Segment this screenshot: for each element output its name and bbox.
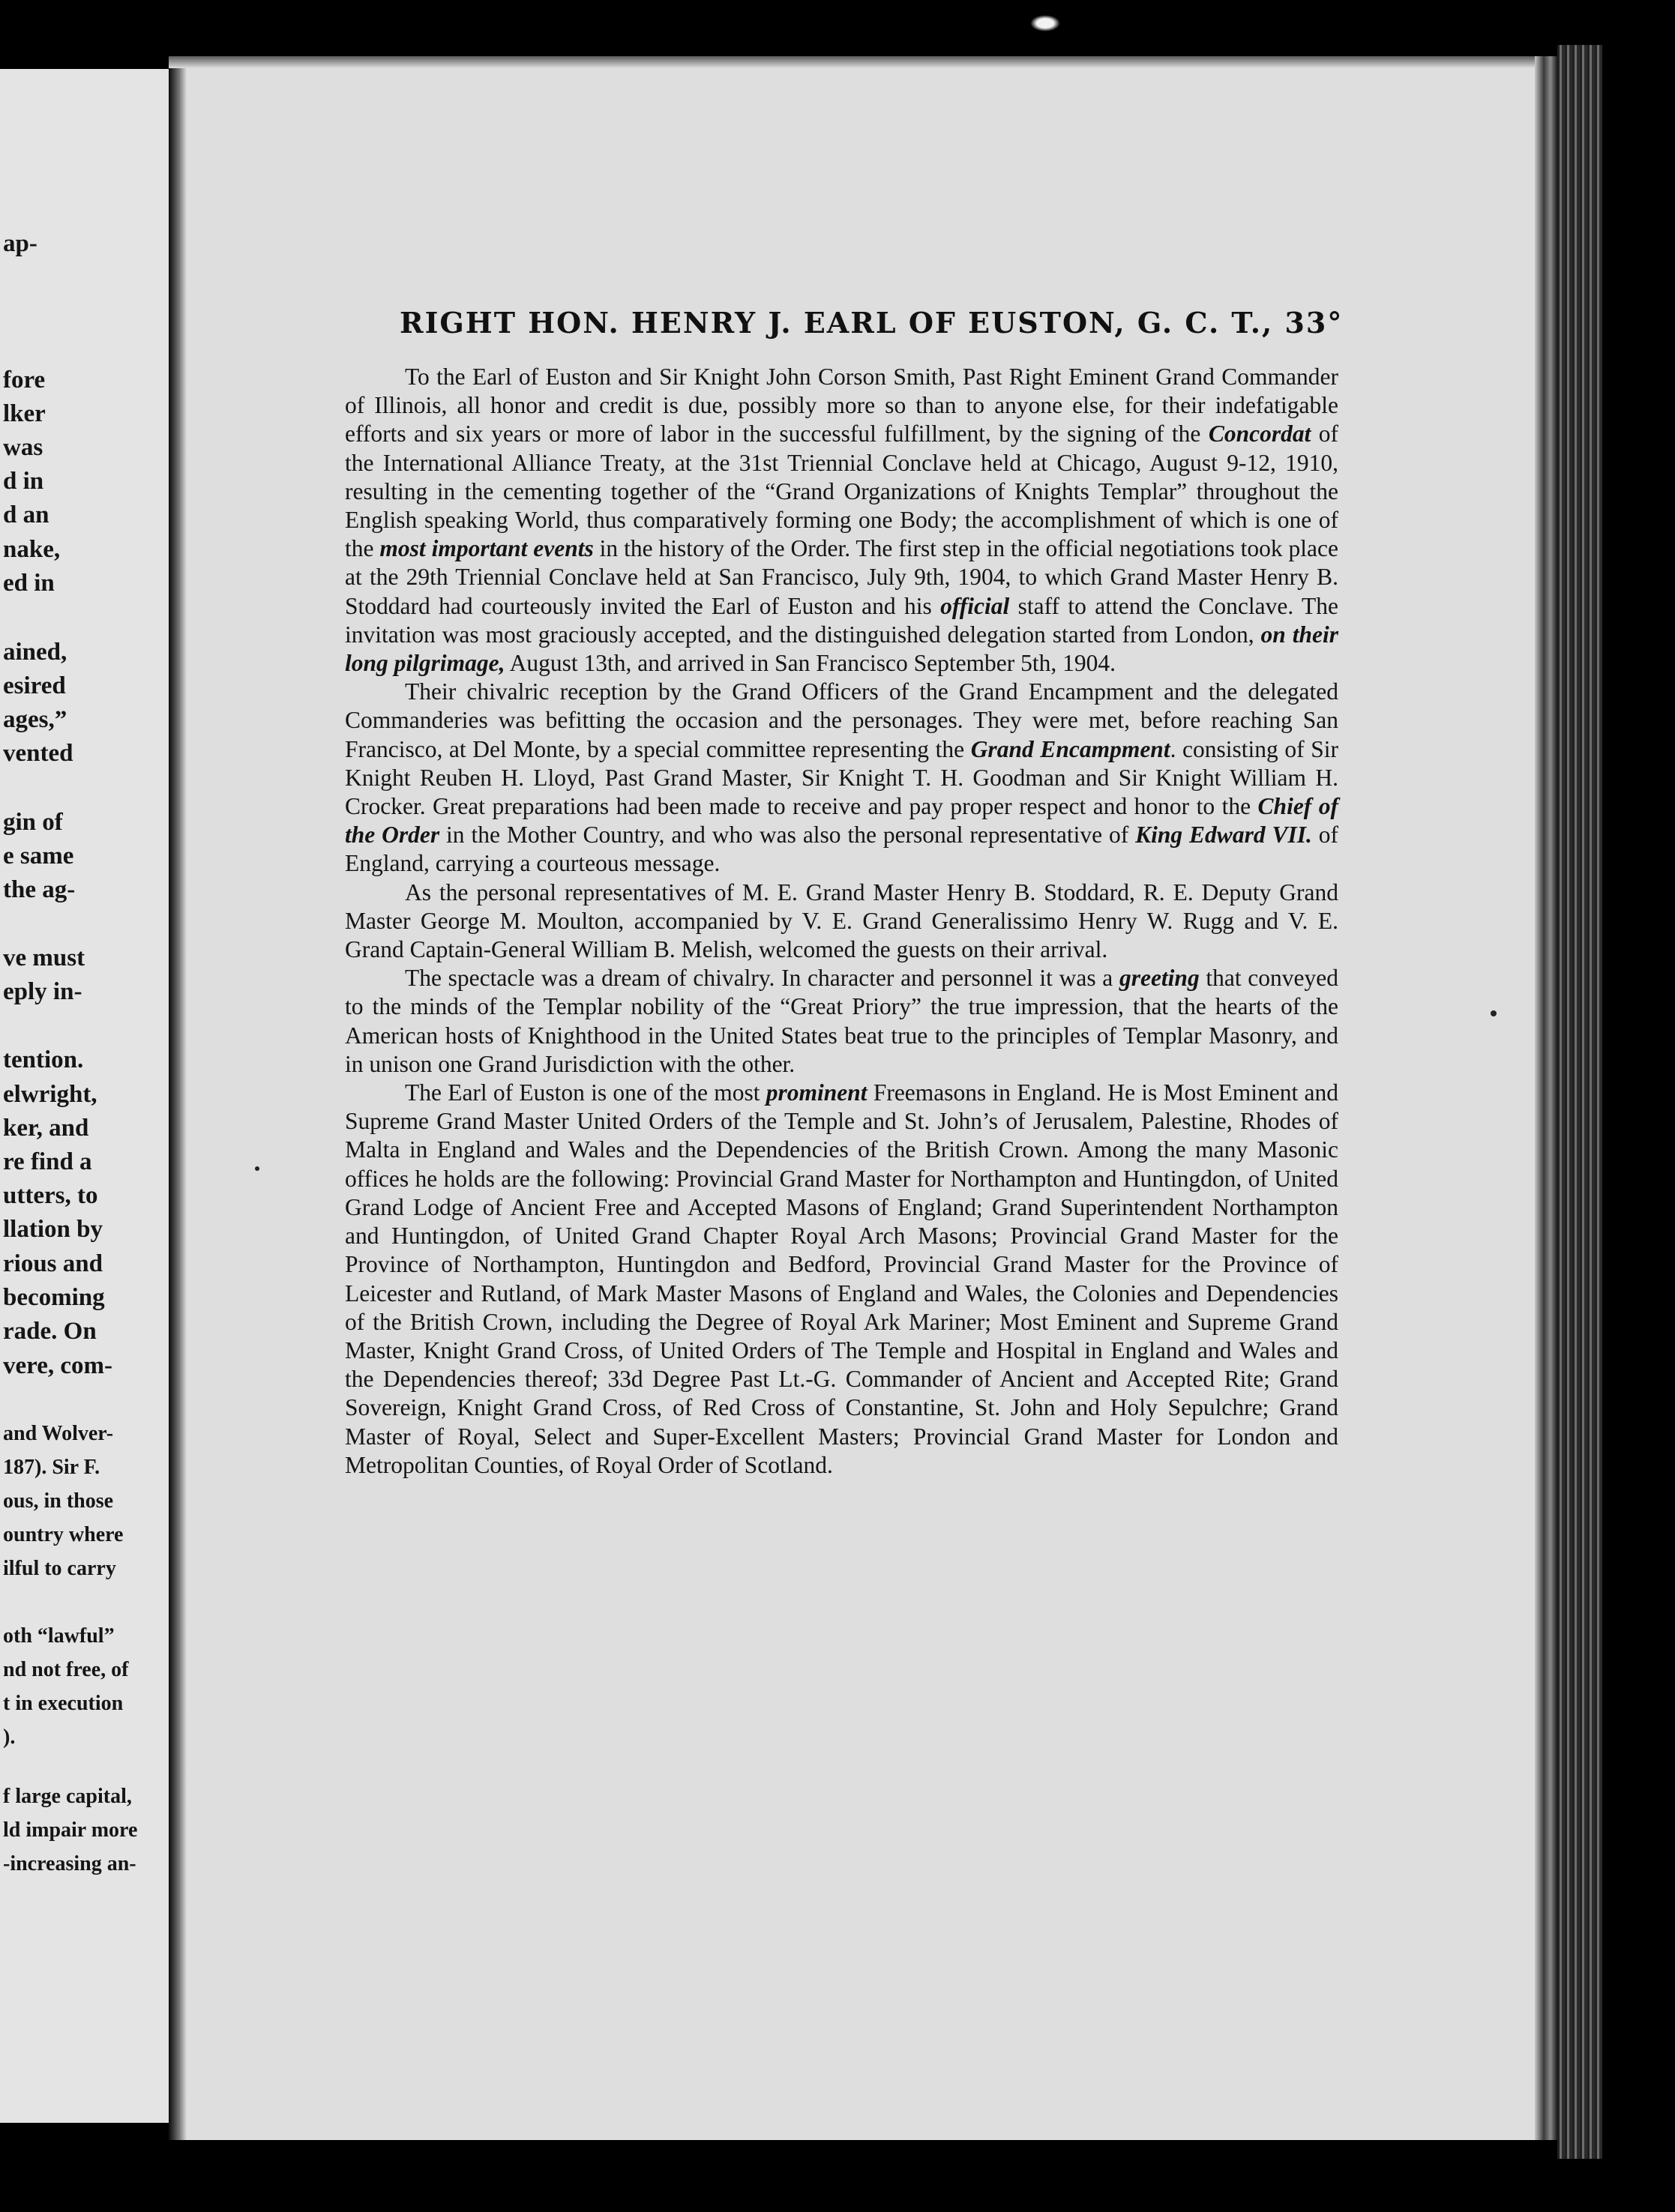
previous-page-line: ld impair more <box>3 1818 138 1842</box>
book-edge <box>1557 45 1602 2159</box>
emphasis-text: greeting <box>1119 965 1200 992</box>
previous-page-line: was <box>3 434 43 461</box>
previous-page-line: fore <box>3 367 46 394</box>
previous-page-line: llation by <box>3 1216 103 1243</box>
article-body <box>345 363 1338 1480</box>
emphasis-text: most important events <box>379 535 594 562</box>
paragraph-text: Freemasons in England. He is Most Eminent and Supreme Grand Master United Orders of the Temple and St. John’s of Jerusalem, Palestine, Rhodes of Malta in England and Wales and the Dependencies of the British Crown. Among the many Masonic offices he holds are the following: Provincial Grand Master for Northampton and Huntingdon, of United Grand Lodge of Ancient Free and Accepted Masons of England; Grand Superintendent Northampton and Huntingdon, of United Grand Chapter Royal Arch Masons; Provincial Grand Master for the Province of Northampton, Huntingdon and Bedford, Provincial Grand Master for the Province of Leicester and Rutland, of Mark Master Masons of England and Wales, the Colonies and Dependencies of the British Crown, including the Degree of Royal Ark Mariner; Most Eminent and Supreme Grand Master, Knight Grand Cross, of United Orders of The Temple and Hospital in England and Wales and the Dependencies thereof; 33d Degree Past Lt.-G. Commander of Ancient and Accepted Rite; Grand Sovereign, Knight Grand Cross, of Red Cross of Constantine, St. John and Holy Sepulchre; Grand Master of Royal, Select and Super-Excellent Masters; Provincial Grand Master for London and Metropolitan Counties, of Royal Order of Scotland. <box>345 1079 1339 1478</box>
paragraph-text: of the International Alliance Treaty, at the 31st Triennial Conclave held at Chicago, August 9-12, 1910, resulting in the cementing together of the “Grand Organizations of Knights Templar” throughout the English speaking World, thus comparatively forming one Body; the accomplishment of which is one of the <box>345 421 1338 562</box>
paragraph-text: The spectacle was a dream of chivalry. In character and personnel it was a <box>405 965 1119 992</box>
previous-page-line: and Wolver- <box>3 1422 114 1445</box>
paragraph-text: of England, carrying a courteous message. <box>345 822 1339 877</box>
previous-page-line: t in execution <box>3 1692 124 1715</box>
paragraph-text: staff to attend the Conclave. The invitation was most graciously accepted, and the distinguished delegation started from London, <box>345 592 1338 648</box>
previous-page-line: d in <box>3 468 44 495</box>
previous-page-line: gin of <box>3 809 63 836</box>
previous-page-line: vere, com- <box>3 1352 112 1379</box>
previous-page-line: d an <box>3 501 49 528</box>
previous-page-line: vented <box>3 740 73 767</box>
emphasis-text: Chief of the Order <box>345 793 1339 849</box>
previous-page-line: re find a <box>3 1148 92 1175</box>
previous-page-line: elwright, <box>3 1081 97 1108</box>
page-edge <box>1535 56 1557 2140</box>
previous-page-line: eply in- <box>3 978 82 1005</box>
speck-1 <box>1491 1010 1497 1016</box>
previous-page-line: tention. <box>3 1046 84 1073</box>
page-top-shadow <box>169 56 1535 68</box>
emphasis-text: Concordat <box>1208 421 1311 447</box>
article-paragraph <box>345 964 1338 1079</box>
previous-page-line: rious and <box>3 1250 103 1277</box>
previous-page-line: ). <box>3 1726 16 1749</box>
paragraph-text: The Earl of Euston is one of the most <box>405 1079 766 1106</box>
previous-page-line: ap- <box>3 230 37 257</box>
previous-page-line: ed in <box>3 570 55 597</box>
previous-page-line: ous, in those <box>3 1489 114 1513</box>
paragraph-text: in the history of the Order. The first step in the official negotiations took place at the 29th Triennial Conclave held at San Francisco, July 9th, 1904, to which Grand Master Henry B. Stoddard had courteously invited the Earl of Euston and his <box>345 535 1338 619</box>
article-paragraph <box>345 363 1338 678</box>
paragraph-text: that conveyed to the minds of the Templar nobility of the “Great Priory” the true impression, that the hearts of the American hosts of Knighthood in the United States beat true to the principles of Templar Masonry, and in unison one Grand Jurisdiction with the other. <box>345 965 1338 1077</box>
article-heading: RIGHT HON. HENRY J. EARL OF EUSTON, G. C. T., 33° <box>400 306 1344 340</box>
emphasis-text: on their long pilgrimage, <box>345 621 1339 677</box>
previous-page-line: nake, <box>3 536 61 563</box>
emphasis-text: Grand Encampment <box>970 735 1170 762</box>
paragraph-text: in the Mother Country, and who was also the personal representative of <box>439 822 1136 849</box>
emphasis-text: prominent <box>766 1079 867 1106</box>
previous-page-line: rade. On <box>3 1318 97 1345</box>
previous-page-line: esired <box>3 672 66 699</box>
paragraph-text: Their chivalric reception by the Grand Officers of the Grand Encampment and the delegated Commanderies was befitting the occasion and the personages. They were met, before reaching San Francisco, at Del Monte, by a special committee representing the <box>345 678 1338 762</box>
previous-page-line: ker, and <box>3 1115 89 1142</box>
paragraph-text: August 13th, and arrived in San Francisco September 5th, 1904. <box>505 650 1116 677</box>
article-paragraph <box>345 1079 1338 1480</box>
paragraph-text: As the personal representatives of M. E. Grand Master Henry B. Stoddard, R. E. Deputy Grand Master George M. Moulton, accompanied by V. E. Grand Generalissimo Henry W. Rugg and V. E. Grand Captain-General William B. Melish, welcomed the guests on their arrival. <box>345 879 1338 963</box>
gutter-shadow <box>169 56 187 2140</box>
previous-page-line: f large capital, <box>3 1785 132 1808</box>
previous-page-line: lker <box>3 400 46 427</box>
speck-2 <box>255 1166 259 1171</box>
previous-page-line: nd not free, of <box>3 1658 129 1681</box>
previous-page-line: ve must <box>3 944 85 971</box>
paragraph-text: To the Earl of Euston and Sir Knight John Corson Smith, Past Right Eminent Grand Commander of Illinois, all honor and credit is due, possibly more so than to anyone else, for their indefatigable efforts and six years or more of labor in the successful fulfillment, by the signing of the <box>345 364 1338 447</box>
previous-page-line: e same <box>3 843 74 870</box>
previous-page-line: utters, to <box>3 1182 98 1209</box>
previous-page-line: ained, <box>3 639 67 666</box>
article-paragraph <box>345 879 1338 965</box>
article-paragraph <box>345 678 1338 878</box>
previous-page-line: ountry where <box>3 1523 124 1546</box>
previous-page-line: ilful to carry <box>3 1557 116 1580</box>
previous-page-line: becoming <box>3 1284 105 1311</box>
paragraph-text: . consisting of Sir Knight Reuben H. Lloyd, Past Grand Master, Sir Knight T. H. Goodman and Sir Knight William H. Crocker. Great preparations had been made to receive and pay proper respect and honor to the <box>345 735 1338 820</box>
previous-page-line: the ag- <box>3 876 76 903</box>
scan-mark <box>1030 15 1060 31</box>
previous-page-line: oth “lawful” <box>3 1624 115 1648</box>
emphasis-text: King Edward VII. <box>1135 822 1312 849</box>
previous-page-line: -increasing an- <box>3 1852 136 1875</box>
previous-page-line: ages,” <box>3 706 67 733</box>
emphasis-text: official <box>940 592 1010 619</box>
previous-page-line: 187). Sir F. <box>3 1456 100 1479</box>
